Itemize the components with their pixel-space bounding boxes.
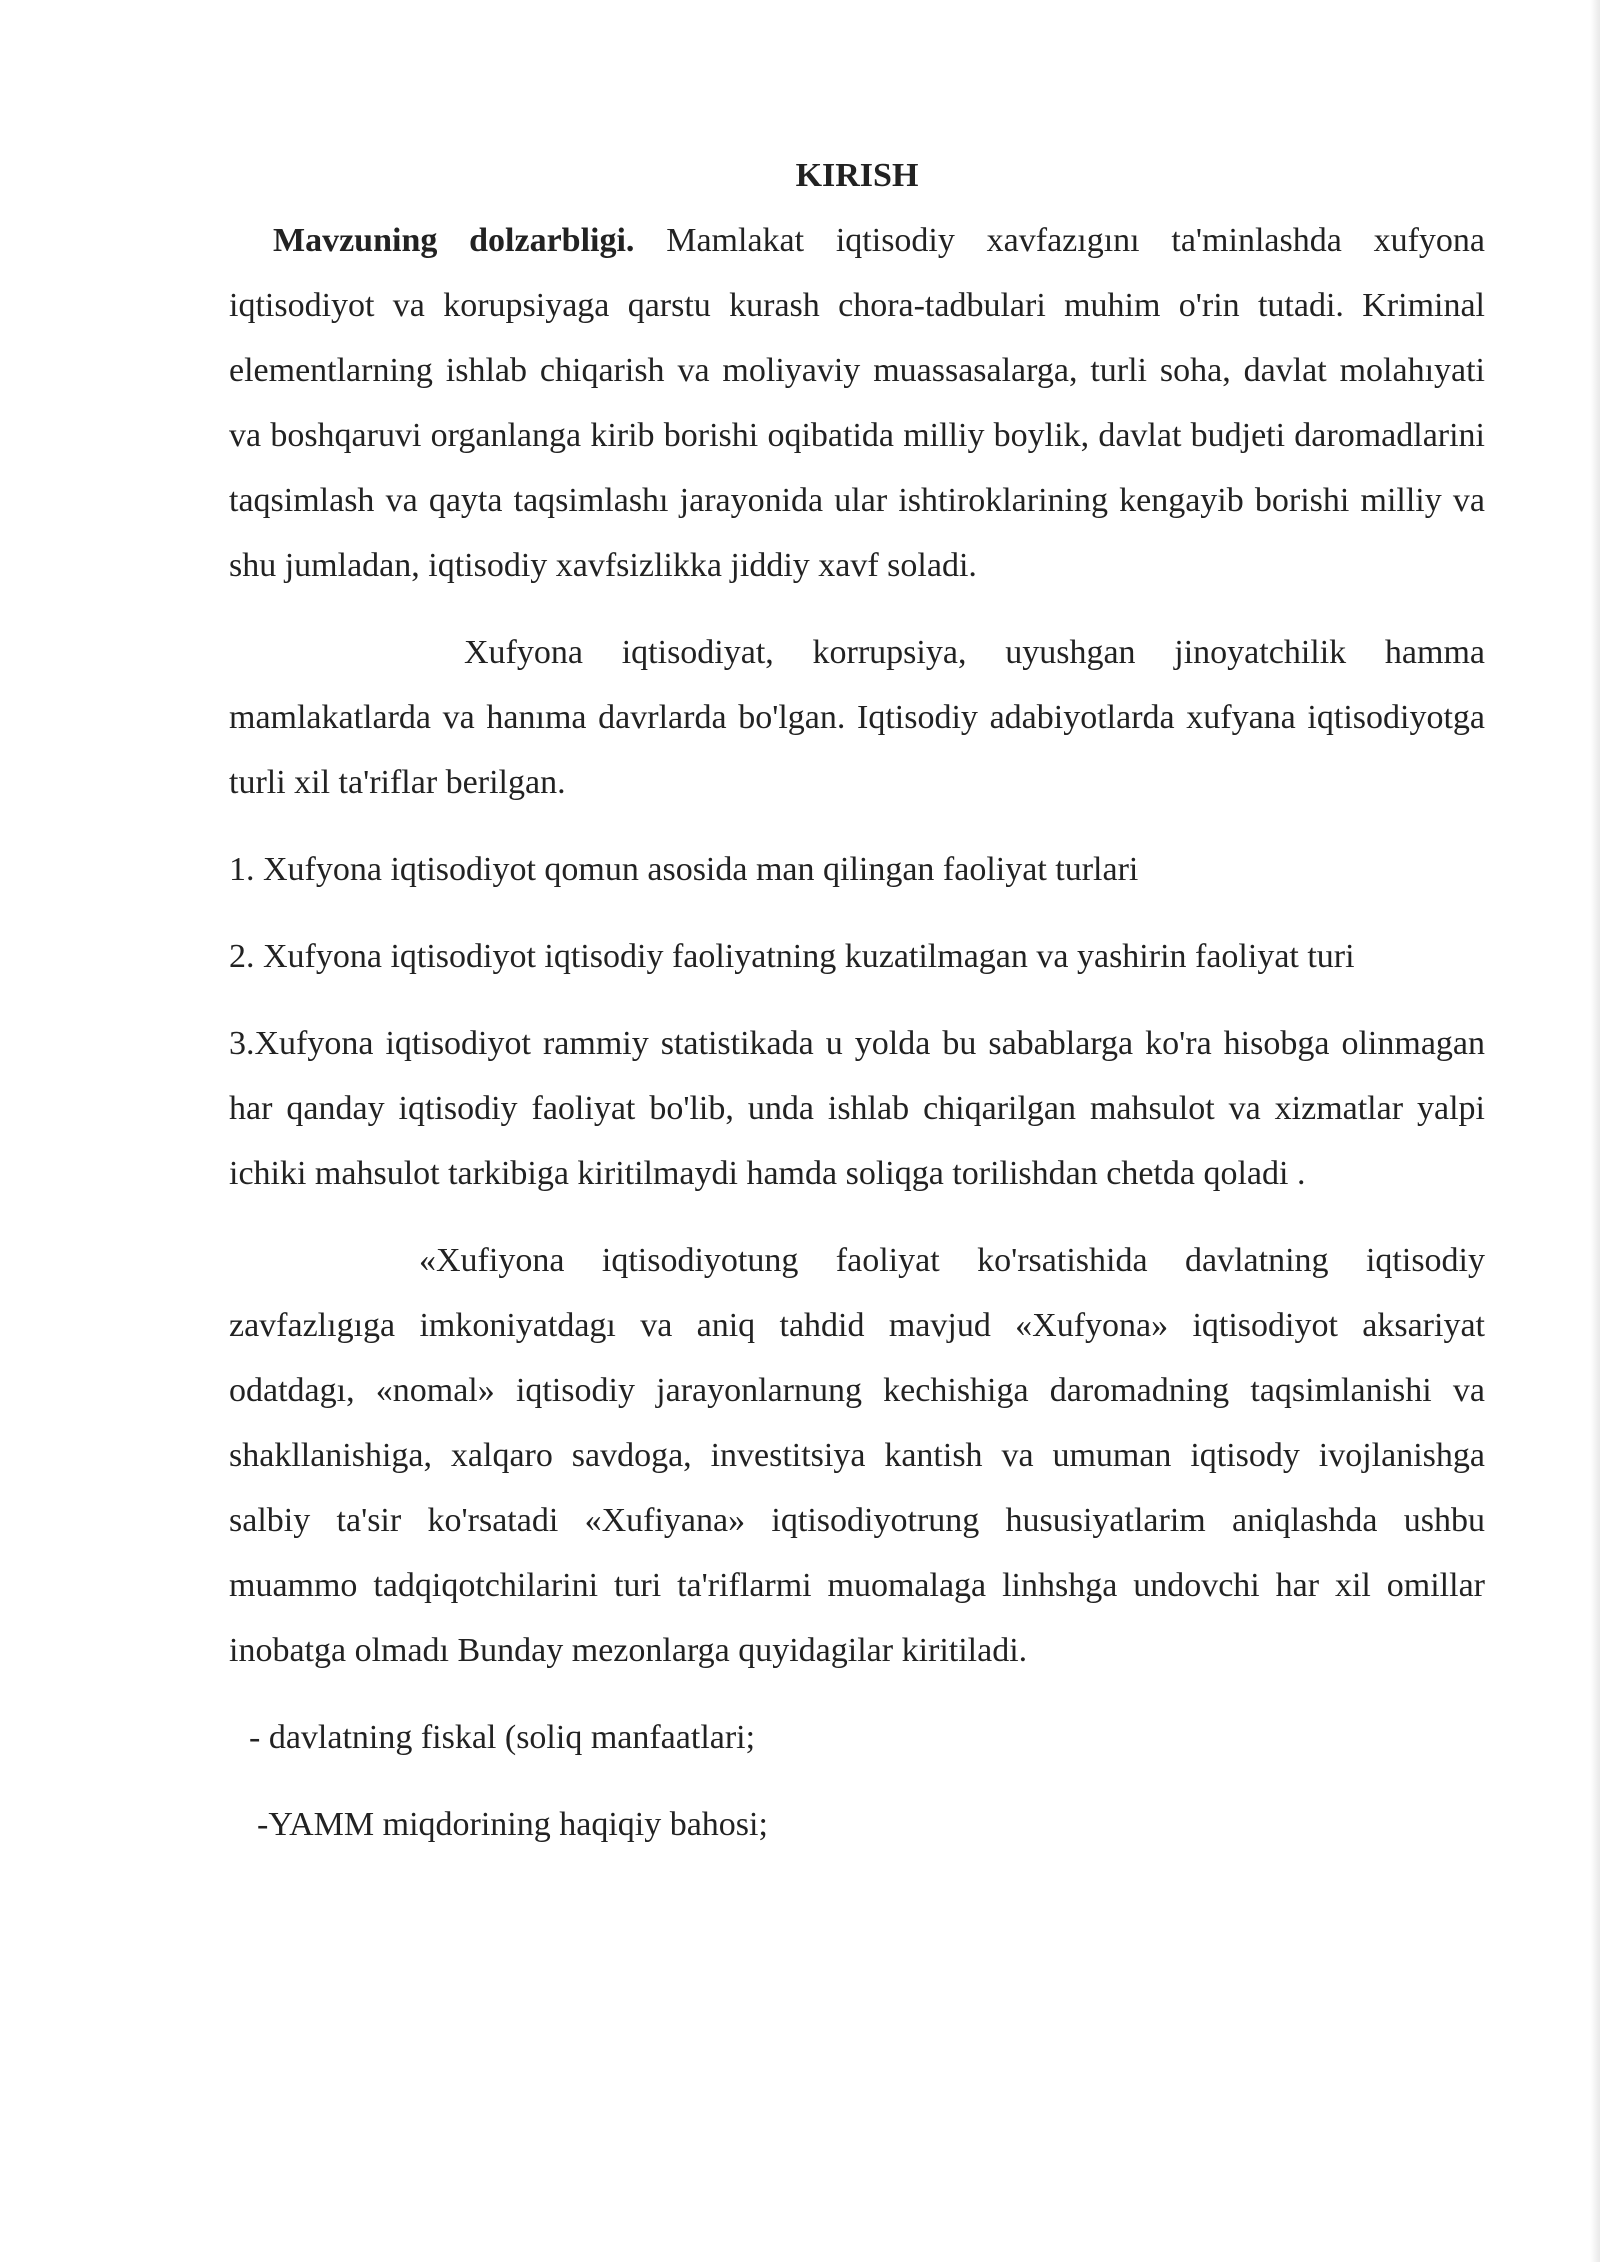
dash-item-1: - davlatning fiskal (soliq manfaatlari; [249, 1719, 756, 1756]
intro-lead: Mavzuning dolzarbligi. [273, 222, 635, 259]
intro-text: Mamlakat iqtisodiy xavfazıgını ta'minlashda xufyona iqtisodiyot va korupsiyaga qarstu kurash chora-tadbulari muhim o'rin tutadi. Kriminal elementlarning ishlab chiqarish va moliyaviy muassasalarga, turli soha, davlat molahıyati va boshqaruvi organlanga kirib borishi oqibatida milliy boylik, davlat budjeti daromadlarini taqsimlash va qayta taqsimlashı jarayonida ular ishtiroklarining kengayib borishi milliy va shu jumladan, iqtisodiy xavfsizlikka jiddiy xavf soladi. [229, 222, 1486, 584]
intro-paragraph [229, 208, 1485, 598]
list-item-1: 1. Xufyona iqtisodiyot qomun asosida man qilingan faoliyat turlari [229, 851, 1139, 888]
paragraph-4: «Xufiyona iqtisodiyotung faoliyat ko'rsatishida davlatning iqtisodiy zavfazlıgıga imkoniyatdagı va aniq tahdid mavjud «Xufyona» iqtisodiyot aksariyat odatdagı, «nomal» iqtisodiy jarayonlarnung kechishiga daromadning taqsimlanishi va shakllanishiga, xalqaro savdoga, investitsiya kantish va umuman iqtisody ivojlanishga salbiy ta'sir ko'rsatadi «Xufiyana» iqtisodiyotrung hususiyatlarim aniqlashda ushbu muammo tadqiqotchilarini turi ta'riflarmi muomalaga linhshga undovchi har xil omillar inobatga olmadı Bunday mezonlarga quyidagilar kiritiladi. [229, 1242, 1485, 1669]
page-edge-shadow [1590, 0, 1600, 2262]
dash-item-2: -YAMM miqdorining haqiqiy bahosi; [257, 1806, 768, 1843]
list-item-2: 2. Xufyona iqtisodiyot iqtisodiy faoliyatning kuzatilmagan va yashirin faoliyat turi [229, 938, 1355, 975]
page-title: KIRISH [795, 157, 919, 194]
list-item-3: 3.Xufyona iqtisodiyot rammiy statistikada u yolda bu sabablarga ko'ra hisobga olinmagan har qanday iqtisodiy faoliyat bo'lib, unda ishlab chiqarilgan mahsulot va xizmatlar yalpi ichiki mahsulot tarkibiga kiritilmaydi hamda soliqga torilishdan chetda qoladi . [229, 1025, 1485, 1192]
document-body [229, 150, 1485, 1857]
paragraph-2: Xufyona iqtisodiyat, korrupsiya, uyushgan jinoyatchilik hamma mamlakatlarda va hanıma davrlarda bo'lgan. Iqtisodiy adabiyotlarda xufyana iqtisodiyotga turli xil ta'riflar berilgan. [229, 634, 1485, 801]
